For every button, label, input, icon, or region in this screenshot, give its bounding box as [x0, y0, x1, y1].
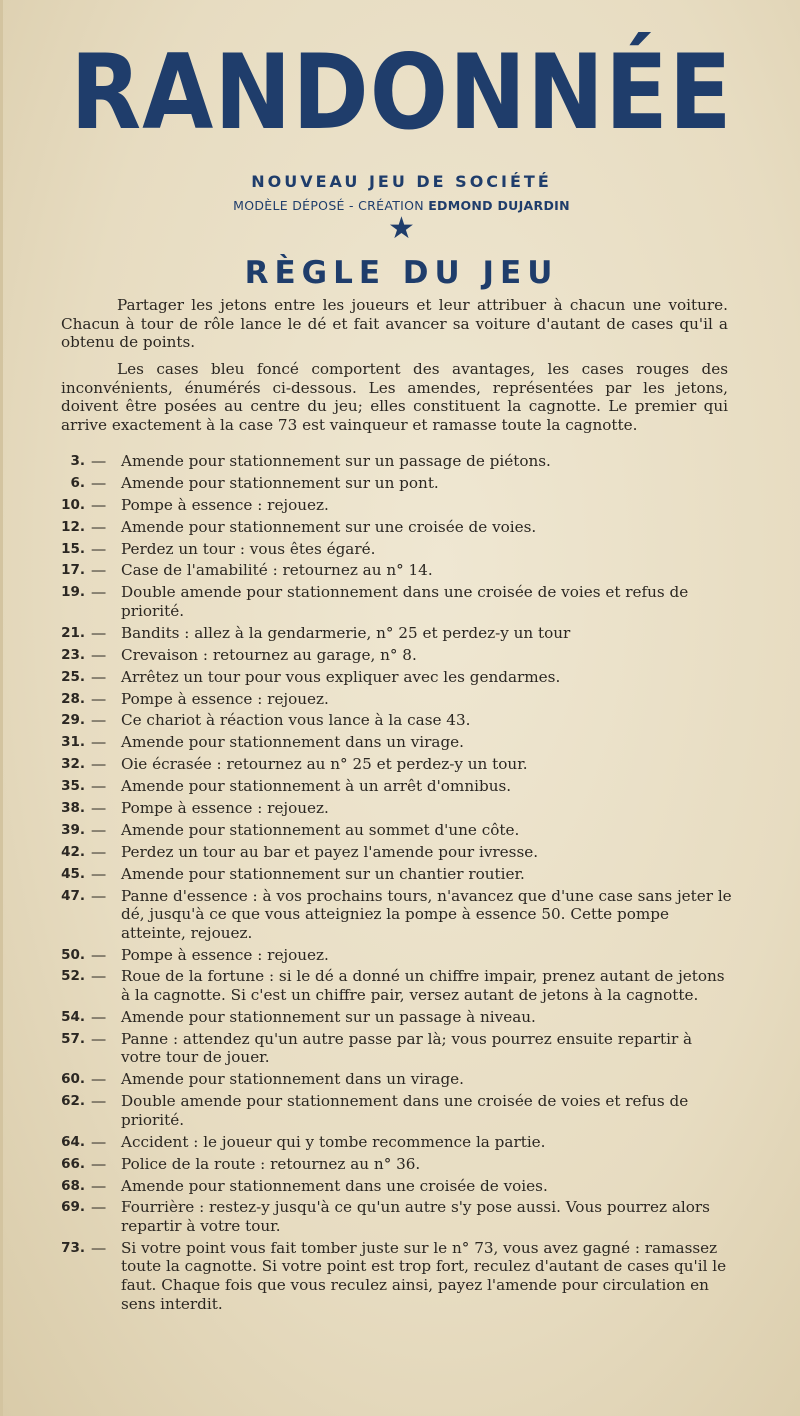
- rule-text: Amende pour stationnement sur une croisée de voies.: [121, 517, 537, 536]
- rule-number: 73.: [61, 1239, 85, 1256]
- rule-number: 29.: [61, 712, 85, 729]
- rule-text: Amende pour stationnement dans un virage.: [121, 733, 464, 752]
- rule-text: Pompe à essence : rejouez.: [121, 495, 329, 514]
- rule-number: 12.: [61, 518, 85, 535]
- rule-number: 64.: [61, 1133, 85, 1150]
- rule-item: [33, 518, 733, 537]
- rule-text: Double amende pour stationnement dans une croisée de voies et refus de priorité.: [121, 583, 689, 620]
- rule-item: [33, 711, 733, 730]
- rule-dash: —: [91, 561, 107, 580]
- intro-text-2: Les cases bleu foncé comportent des avantages, les cases rouges des inconvénients, énumérés ci-dessous. Les amendes, représentées par les jetons, doivent être posées au centre du jeu; elles constituent la cagnotte. Le premier qui arrive exactement à la case 73 est vainqueur et ramasse toute la cagnotte.: [61, 360, 728, 434]
- rule-number: 38.: [61, 799, 85, 816]
- rule-item: [33, 1070, 733, 1089]
- rule-item: [33, 777, 733, 796]
- rule-text: Pompe à essence : rejouez.: [121, 945, 329, 964]
- rule-text: Roue de la fortune : si le dé a donné un chiffre impair, prenez autant de jetons à la cagnotte. Si c'est un chiffre pair, versez autant de jetons à la cagnotte.: [121, 967, 725, 1005]
- rule-number: 3.: [70, 453, 85, 469]
- rule-text: Police de la route : retournez au n° 36.: [121, 1154, 421, 1173]
- rule-text: Amende pour stationnement sur un pont.: [121, 473, 439, 492]
- rule-number: 66.: [61, 1155, 85, 1172]
- star-icon: ★: [388, 211, 415, 246]
- intro-text-1: Partager les jetons entre les joueurs et leur attribuer à chacun une voiture. Chacun à tour de rôle lance le dé et fait avancer sa voiture d'autant de cases qu'il a obtenu de points.: [61, 296, 728, 352]
- intro-paragraph-2: [61, 360, 728, 434]
- rule-item: [33, 624, 733, 643]
- rule-item: [33, 452, 733, 471]
- rule-text: Panne : attendez qu'un autre passe par là; vous pourrez ensuite repartir à votre tour de jouer.: [121, 1029, 693, 1067]
- rule-item: [33, 1198, 733, 1235]
- intro-paragraph-1: [61, 296, 728, 352]
- rule-dash: —: [91, 667, 107, 686]
- rule-text: Arrêtez un tour pour vous expliquer avec les gendarmes.: [121, 667, 561, 686]
- credit-prefix: MODÈLE DÉPOSÉ - CRÉATION: [233, 198, 429, 213]
- rule-dash: —: [91, 517, 107, 536]
- rule-number: 23.: [61, 646, 85, 663]
- rule-number: 42.: [61, 843, 85, 860]
- rule-dash: —: [91, 495, 107, 514]
- rule-item: [33, 865, 733, 884]
- rule-dash: —: [91, 1029, 107, 1048]
- rule-text: Oie écrasée : retournez au n° 25 et perdez-y un tour.: [121, 755, 528, 774]
- rule-number: 62.: [61, 1093, 85, 1110]
- rule-text: Case de l'amabilité : retournez au n° 14.: [121, 561, 433, 580]
- rule-dash: —: [91, 1092, 107, 1111]
- game-title: RANDONNÉE: [70, 33, 733, 153]
- rule-text: Ce chariot à réaction vous lance à la case 43.: [121, 711, 471, 730]
- rule-number: 47.: [61, 887, 85, 904]
- rule-item: [33, 733, 733, 752]
- rule-text: Amende pour stationnement dans un virage.: [121, 1070, 464, 1089]
- rule-number: 69.: [61, 1199, 85, 1216]
- rule-item: [33, 561, 733, 580]
- rule-dash: —: [91, 1198, 107, 1217]
- rule-number: 57.: [61, 1030, 85, 1047]
- rule-dash: —: [91, 1154, 107, 1173]
- rule-dash: —: [91, 820, 107, 839]
- rule-number: 45.: [61, 865, 85, 882]
- rule-item: [33, 1008, 733, 1027]
- rule-dash: —: [91, 777, 107, 796]
- rule-item: [33, 646, 733, 665]
- rule-number: 35.: [61, 778, 85, 795]
- rule-text: Amende pour stationnement à un arrêt d'omnibus.: [121, 777, 512, 796]
- rule-dash: —: [91, 623, 107, 642]
- rule-text: Amende pour stationnement dans une croisée de voies.: [121, 1176, 548, 1195]
- rule-number: 10.: [61, 496, 85, 513]
- rule-dash: —: [91, 755, 107, 774]
- rule-item: [33, 668, 733, 687]
- game-subtitle: NOUVEAU JEU DE SOCIÉTÉ: [251, 172, 552, 191]
- rule-item: [33, 821, 733, 840]
- rule-item: [33, 1092, 733, 1129]
- rule-dash: —: [91, 842, 107, 861]
- rule-item: [33, 583, 733, 620]
- rule-dash: —: [91, 864, 107, 883]
- rule-text: Pompe à essence : rejouez.: [121, 798, 329, 817]
- rule-item: [33, 1133, 733, 1152]
- rule-number: 15.: [61, 540, 85, 557]
- rule-item: [33, 755, 733, 774]
- rule-item: [33, 843, 733, 862]
- rule-item: [33, 1177, 733, 1196]
- rule-dash: —: [91, 473, 107, 492]
- rule-dash: —: [91, 1007, 107, 1026]
- rule-number: 6.: [70, 474, 85, 491]
- rule-dash: —: [91, 967, 107, 986]
- rule-number: 28.: [61, 690, 85, 707]
- rule-item: [33, 1030, 733, 1067]
- rule-item: [33, 1155, 733, 1174]
- rule-dash: —: [91, 1132, 107, 1151]
- rule-number: 19.: [61, 584, 85, 601]
- rule-dash: —: [91, 1070, 107, 1089]
- rule-text: Perdez un tour : vous êtes égaré.: [121, 539, 376, 558]
- rule-dash: —: [91, 1238, 107, 1257]
- rule-dash: —: [91, 689, 107, 708]
- rule-dash: —: [91, 539, 107, 558]
- rule-item: [33, 690, 733, 709]
- rule-number: 60.: [61, 1071, 85, 1088]
- rule-dash: —: [91, 645, 107, 664]
- rule-number: 68.: [61, 1177, 85, 1194]
- rule-text: Perdez un tour au bar et payez l'amende pour ivresse.: [121, 842, 539, 861]
- rule-item: [33, 946, 733, 965]
- rule-number: 31.: [61, 734, 85, 751]
- rule-item: [33, 540, 733, 559]
- rule-item: [33, 887, 733, 943]
- rule-text: Amende pour stationnement sur un passage de piétons.: [121, 452, 551, 470]
- rule-item: [33, 474, 733, 493]
- rule-number: 21.: [61, 624, 85, 641]
- rule-text: Accident : le joueur qui y tombe recommence la partie.: [121, 1132, 546, 1151]
- rule-text: Si votre point vous fait tomber juste sur le n° 73, vous avez gagné : ramassez toute la cagnotte. Si votre point est trop fort, reculez d'autant de cases qu'il le faut. Chaque fois que vous reculez ainsi, payez l'amende pour circulation en sens interdit.: [121, 1238, 727, 1313]
- rules-heading: RÈGLE DU JEU: [244, 255, 559, 291]
- rule-item: [33, 1239, 733, 1313]
- rule-item: [33, 799, 733, 818]
- rule-item: [33, 496, 733, 515]
- rule-text: Bandits : allez à la gendarmerie, n° 25 et perdez-y un tour: [121, 623, 571, 642]
- rule-number: 54.: [61, 1008, 85, 1025]
- rule-number: 52.: [61, 968, 85, 985]
- rule-text: Pompe à essence : rejouez.: [121, 689, 329, 708]
- rule-text: Amende pour stationnement sur un chantier routier.: [121, 864, 525, 883]
- rule-dash: —: [91, 886, 107, 905]
- rule-dash: —: [91, 798, 107, 817]
- rule-text: Amende pour stationnement sur un passage à niveau.: [121, 1007, 536, 1026]
- rule-item: [33, 967, 733, 1004]
- author-name: EDMOND DUJARDIN: [428, 198, 570, 213]
- rule-dash: —: [91, 583, 107, 602]
- rule-text: Amende pour stationnement au sommet d'une côte.: [121, 820, 520, 839]
- rule-number: 25.: [61, 668, 85, 685]
- rule-dash: —: [91, 1176, 107, 1195]
- rule-text: Crevaison : retournez au garage, n° 8.: [121, 645, 417, 664]
- rule-dash: —: [91, 452, 107, 470]
- rule-dash: —: [91, 733, 107, 752]
- rule-number: 50.: [61, 946, 85, 963]
- rule-dash: —: [91, 711, 107, 730]
- rule-number: 17.: [61, 562, 85, 579]
- rule-dash: —: [91, 945, 107, 964]
- rule-number: 32.: [61, 756, 85, 773]
- rule-text: Fourrière : restez-y jusqu'à ce qu'un autre s'y pose aussi. Vous pourrez alors repartir à votre tour.: [121, 1198, 710, 1235]
- rule-number: 39.: [61, 821, 85, 838]
- rule-text: Panne d'essence : à vos prochains tours, n'avancez que d'une case sans jeter le dé, jusqu'à ce que vous atteigniez la pompe à essence 50. Cette pompe atteinte, rejouez.: [121, 886, 732, 942]
- rule-text: Double amende pour stationnement dans une croisée de voies et refus de priorité.: [121, 1092, 689, 1129]
- rules-list: [33, 452, 733, 1317]
